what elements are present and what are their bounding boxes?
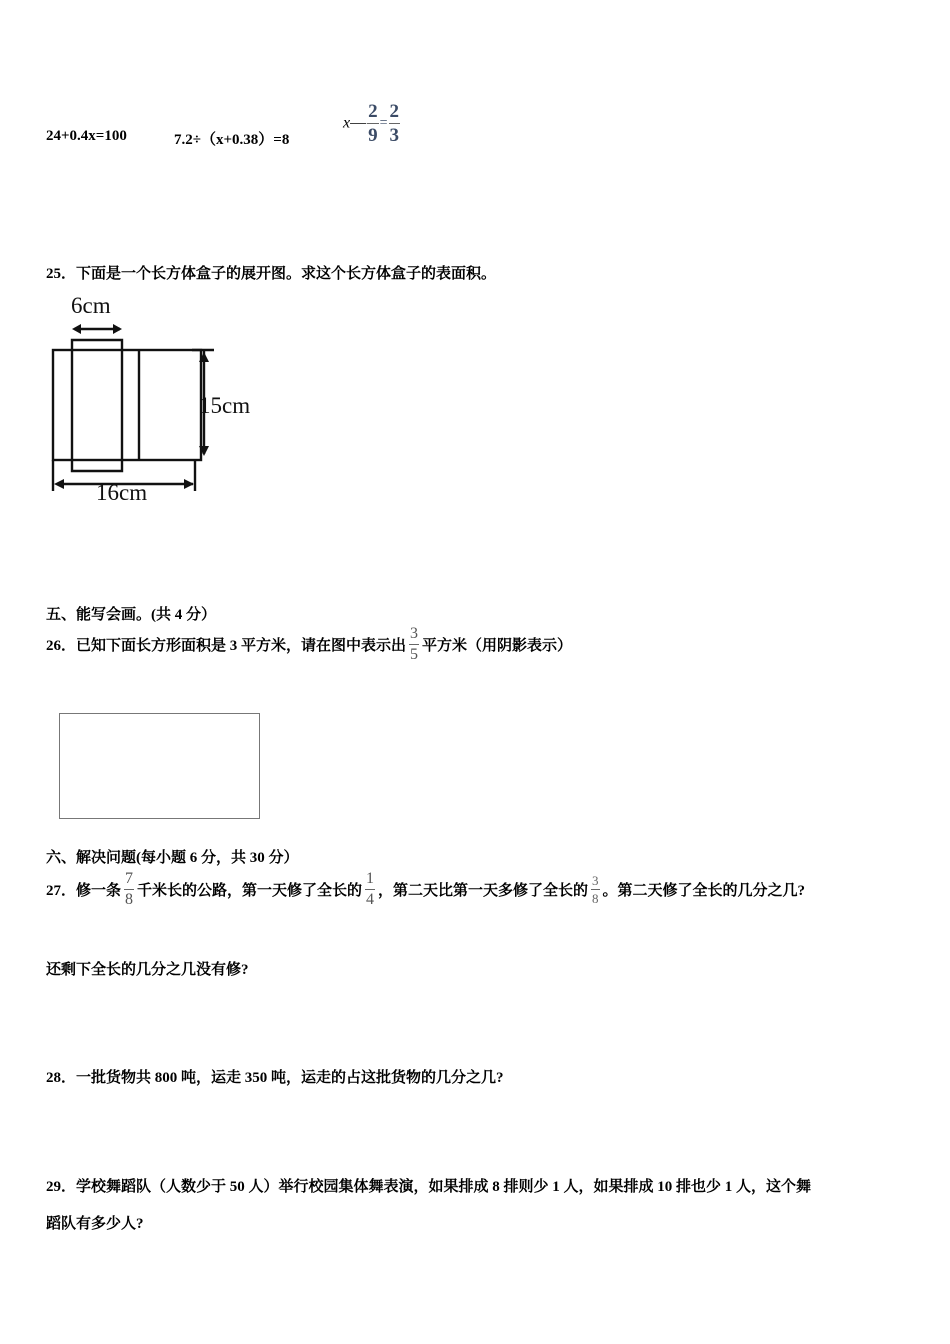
question-28-text: 28．一批货物共 800 吨，运走 350 吨，运走的占这批货物的几分之几? [46, 1070, 504, 1086]
equation-3 [343, 102, 401, 145]
question-27-p4: 。第二天修了全长的几分之几? [602, 883, 806, 899]
fraction-2-9: $\frac{2}{9}$ [368, 101, 378, 146]
net-top-flap [72, 340, 122, 350]
box-net-diagram [44, 288, 274, 510]
question-27-p3: ，第二天比第一天多修了全长的 [378, 883, 589, 899]
net-outer-rect [53, 350, 201, 460]
label-16cm: 16cm [96, 480, 148, 505]
arrow-top-right [113, 324, 122, 334]
arrow-top-left [72, 324, 81, 334]
section-6-title: 六、解决问题(每小题 6 分，共 30 分） [46, 850, 299, 866]
equation-1: 24+0.4x=100 [46, 128, 127, 144]
question-29-line-1: 29．学校舞蹈队（人数少于 50 人）举行校园集体舞表演，如果排成 8 排则少 1 人，如果排成 10 排也少 1 人，这个舞 [46, 1179, 812, 1195]
question-27-line-2: 还剩下全长的几分之几没有修? [46, 962, 249, 978]
question-26-text [46, 626, 572, 663]
arrow-bottom-left [54, 479, 64, 489]
equation-3-equals: = [379, 115, 388, 131]
question-27-p2: 千米长的公路，第一天修了全长的 [137, 883, 363, 899]
section-5-title: 五、能写会画。(共 4 分） [46, 607, 216, 623]
fraction-1-4: $\frac{1}{4}$ [366, 870, 375, 908]
label-15cm: 15cm [199, 393, 251, 418]
fraction-2-3: $\frac{2}{3}$ [389, 101, 400, 146]
fraction-3-8: $\frac{3}{8}$ [592, 873, 599, 906]
question-26-post: 平方米（用阴影表示） [422, 638, 573, 654]
equation-3-minus: — [350, 114, 367, 132]
fraction-7-8: $\frac{7}{8}$ [125, 870, 134, 908]
arrow-bottom-right [184, 479, 194, 489]
drawing-rectangle[interactable] [59, 713, 260, 819]
question-27-p1: 27．修一条 [46, 883, 122, 899]
label-6cm: 6cm [71, 293, 111, 318]
question-29-line-2: 蹈队有多少人? [46, 1216, 144, 1232]
equation-3-var: x [343, 114, 351, 132]
question-27-line-1 [46, 871, 805, 908]
question-26-pre: 26．已知下面长方形面积是 3 平方米，请在图中表示出 [46, 638, 407, 654]
fraction-3-5: $\frac{3}{5}$ [410, 625, 419, 663]
equation-2: 7.2÷（x+0.38）=8 [174, 132, 290, 148]
net-bottom-flap [72, 460, 122, 471]
question-25-text: 25．下面是一个长方体盒子的展开图。求这个长方体盒子的表面积。 [46, 266, 497, 282]
